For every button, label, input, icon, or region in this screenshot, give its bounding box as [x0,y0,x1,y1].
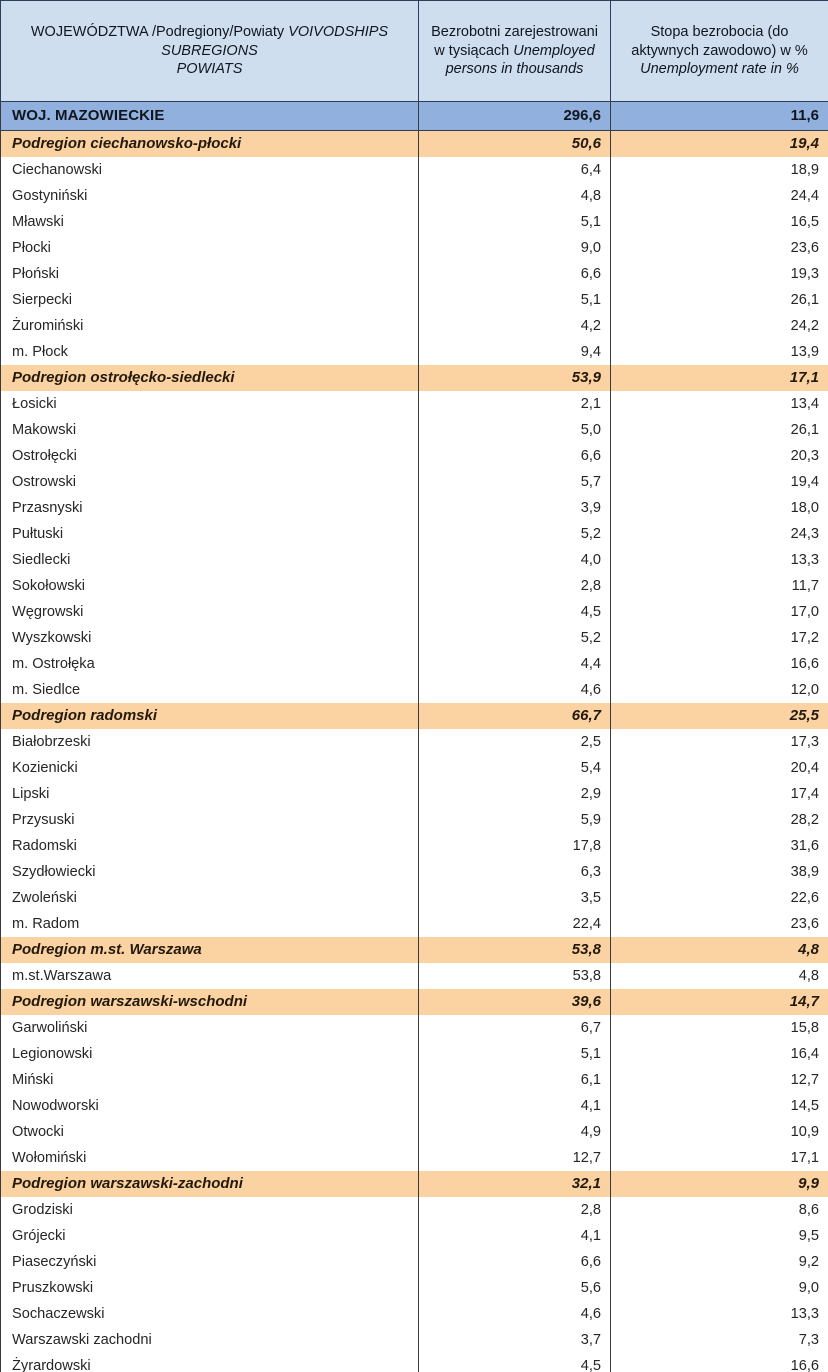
table-row-powiat [1,209,828,235]
cell-unemployment-rate: 20,3 [611,443,828,469]
cell-unemployment-rate: 17,3 [611,729,828,755]
table-row-powiat [1,183,828,209]
table-row-powiat [1,1275,828,1301]
table-row-powiat [1,313,828,339]
column-header-rate-en: Unemployment rate in % [640,61,799,78]
cell-unemployed-thousands: 4,6 [419,1301,611,1327]
cell-unemployed-thousands: 4,6 [419,677,611,703]
cell-unemployment-rate: 17,1 [611,1145,828,1171]
cell-unemployment-rate: 18,9 [611,157,828,183]
cell-unemployment-rate: 12,0 [611,677,828,703]
table-row-powiat [1,885,828,911]
cell-unemployment-rate: 9,2 [611,1249,828,1275]
cell-unemployment-rate: 9,0 [611,1275,828,1301]
cell-unemployed-thousands: 4,1 [419,1223,611,1249]
table-row-powiat [1,1249,828,1275]
cell-unemployed-thousands: 5,6 [419,1275,611,1301]
table-row-powiat [1,1041,828,1067]
cell-unemployed-thousands: 4,9 [419,1119,611,1145]
table-row-powiat [1,1223,828,1249]
cell-region-name: Żyrardowski [1,1353,419,1372]
cell-unemployed-thousands: 5,2 [419,625,611,651]
cell-unemployment-rate: 16,6 [611,1353,828,1372]
table-body [1,102,828,1372]
cell-unemployment-rate: 26,1 [611,417,828,443]
table-row-powiat [1,1067,828,1093]
table-row-powiat [1,573,828,599]
column-header-unemployed-en: Unemployed persons in thousands [445,42,595,78]
cell-region-name: Warszawski zachodni [1,1327,419,1353]
cell-unemployed-thousands: 3,9 [419,495,611,521]
table-row-powiat [1,339,828,365]
cell-unemployment-rate: 19,4 [611,469,828,495]
cell-unemployed-thousands: 5,4 [419,755,611,781]
cell-unemployment-rate: 11,6 [611,102,828,131]
table-row-powiat [1,625,828,651]
cell-region-name: Podregion warszawski-wschodni [1,989,419,1015]
cell-unemployment-rate: 10,9 [611,1119,828,1145]
column-header-rate-pl: Stopa bezrobocia (do aktywnych zawodowo) w % [631,23,808,59]
table-row-powiat [1,677,828,703]
cell-region-name: Miński [1,1067,419,1093]
table-row-powiat [1,963,828,989]
table-row-subregion [1,365,828,391]
cell-region-name: WOJ. MAZOWIECKIE [1,102,419,131]
cell-unemployed-thousands: 4,5 [419,1353,611,1372]
cell-region-name: Wołomiński [1,1145,419,1171]
cell-unemployed-thousands: 6,6 [419,261,611,287]
cell-region-name: Podregion ostrołęcko-siedlecki [1,365,419,391]
cell-region-name: Sochaczewski [1,1301,419,1327]
cell-region-name: Płoński [1,261,419,287]
cell-region-name: Podregion m.st. Warszawa [1,937,419,963]
cell-unemployment-rate: 14,5 [611,1093,828,1119]
cell-unemployed-thousands: 6,1 [419,1067,611,1093]
cell-unemployment-rate: 11,7 [611,573,828,599]
cell-region-name: Gostyniński [1,183,419,209]
cell-unemployment-rate: 38,9 [611,859,828,885]
cell-region-name: Pruszkowski [1,1275,419,1301]
cell-unemployed-thousands: 296,6 [419,102,611,131]
table-row-powiat [1,235,828,261]
table-row-powiat [1,755,828,781]
cell-region-name: Podregion warszawski-zachodni [1,1171,419,1197]
cell-unemployment-rate: 17,4 [611,781,828,807]
cell-unemployment-rate: 13,9 [611,339,828,365]
table-row-subregion [1,131,828,158]
cell-unemployment-rate: 19,4 [611,131,828,158]
cell-unemployed-thousands: 2,1 [419,391,611,417]
cell-unemployed-thousands: 17,8 [419,833,611,859]
cell-unemployment-rate: 7,3 [611,1327,828,1353]
cell-unemployed-thousands: 4,0 [419,547,611,573]
cell-region-name: Płocki [1,235,419,261]
cell-unemployment-rate: 17,0 [611,599,828,625]
cell-region-name: Sokołowski [1,573,419,599]
cell-region-name: Kozienicki [1,755,419,781]
cell-unemployed-thousands: 39,6 [419,989,611,1015]
table-row-powiat [1,547,828,573]
cell-unemployed-thousands: 2,5 [419,729,611,755]
column-header-region [1,1,419,102]
cell-region-name: Mławski [1,209,419,235]
cell-unemployed-thousands: 9,4 [419,339,611,365]
cell-unemployment-rate: 23,6 [611,911,828,937]
cell-unemployment-rate: 13,3 [611,1301,828,1327]
cell-region-name: Podregion radomski [1,703,419,729]
cell-unemployed-thousands: 53,9 [419,365,611,391]
cell-unemployed-thousands: 2,8 [419,1197,611,1223]
cell-unemployed-thousands: 50,6 [419,131,611,158]
table-row-powiat [1,1327,828,1353]
cell-unemployment-rate: 4,8 [611,937,828,963]
table-row-powiat [1,1093,828,1119]
cell-unemployment-rate: 14,7 [611,989,828,1015]
cell-unemployed-thousands: 53,8 [419,937,611,963]
cell-region-name: Nowodworski [1,1093,419,1119]
cell-unemployment-rate: 16,6 [611,651,828,677]
cell-unemployed-thousands: 6,4 [419,157,611,183]
table-row-powiat [1,1301,828,1327]
table-row-powiat [1,1197,828,1223]
cell-unemployment-rate: 28,2 [611,807,828,833]
cell-unemployment-rate: 24,4 [611,183,828,209]
cell-unemployed-thousands: 6,6 [419,443,611,469]
column-header-region-en-line3: POWIATS [176,61,243,78]
cell-region-name: Szydłowiecki [1,859,419,885]
cell-region-name: Lipski [1,781,419,807]
table-row-powiat [1,859,828,885]
cell-region-name: Ostrowski [1,469,419,495]
table-row-subregion [1,989,828,1015]
cell-unemployment-rate: 16,4 [611,1041,828,1067]
cell-unemployed-thousands: 4,8 [419,183,611,209]
table-row-powiat [1,287,828,313]
cell-unemployed-thousands: 6,7 [419,1015,611,1041]
cell-unemployed-thousands: 9,0 [419,235,611,261]
cell-unemployment-rate: 15,8 [611,1015,828,1041]
cell-unemployed-thousands: 5,2 [419,521,611,547]
cell-unemployment-rate: 24,3 [611,521,828,547]
cell-unemployment-rate: 17,1 [611,365,828,391]
cell-region-name: Grodziski [1,1197,419,1223]
table-row-subregion [1,703,828,729]
cell-region-name: m. Siedlce [1,677,419,703]
cell-region-name: Sierpecki [1,287,419,313]
column-header-region-en-line2: SUBREGIONS [161,42,258,59]
table-row-powiat [1,1353,828,1372]
cell-unemployed-thousands: 22,4 [419,911,611,937]
cell-unemployed-thousands: 2,8 [419,573,611,599]
cell-unemployed-thousands: 4,1 [419,1093,611,1119]
cell-region-name: Garwoliński [1,1015,419,1041]
cell-unemployed-thousands: 53,8 [419,963,611,989]
column-header-rate [611,1,828,102]
table-row-powiat [1,729,828,755]
cell-region-name: Pułtuski [1,521,419,547]
cell-unemployed-thousands: 5,7 [419,469,611,495]
table-row-powiat [1,261,828,287]
table-row-subregion [1,937,828,963]
table-row-powiat [1,651,828,677]
table-row-voivodship [1,102,828,131]
cell-region-name: Przysuski [1,807,419,833]
cell-unemployed-thousands: 6,6 [419,1249,611,1275]
cell-unemployment-rate: 9,5 [611,1223,828,1249]
cell-region-name: Radomski [1,833,419,859]
cell-unemployed-thousands: 5,1 [419,1041,611,1067]
cell-unemployment-rate: 4,8 [611,963,828,989]
cell-unemployed-thousands: 2,9 [419,781,611,807]
cell-region-name: Zwoleński [1,885,419,911]
table-header [1,1,828,102]
table-row-powiat [1,911,828,937]
cell-unemployment-rate: 24,2 [611,313,828,339]
cell-unemployed-thousands: 4,5 [419,599,611,625]
table-row-powiat [1,1145,828,1171]
cell-region-name: m. Płock [1,339,419,365]
cell-unemployment-rate: 20,4 [611,755,828,781]
cell-region-name: Łosicki [1,391,419,417]
cell-unemployment-rate: 17,2 [611,625,828,651]
cell-unemployed-thousands: 4,4 [419,651,611,677]
cell-unemployed-thousands: 66,7 [419,703,611,729]
cell-region-name: Węgrowski [1,599,419,625]
table-row-powiat [1,495,828,521]
table-row-powiat [1,833,828,859]
table-row-powiat [1,599,828,625]
cell-unemployed-thousands: 5,9 [419,807,611,833]
column-header-unemployed [419,1,611,102]
table-row-powiat [1,469,828,495]
cell-unemployment-rate: 26,1 [611,287,828,313]
cell-unemployment-rate: 13,3 [611,547,828,573]
table-row-powiat [1,417,828,443]
cell-unemployed-thousands: 3,5 [419,885,611,911]
table-row-subregion [1,1171,828,1197]
cell-unemployment-rate: 18,0 [611,495,828,521]
table-row-powiat [1,807,828,833]
cell-unemployed-thousands: 4,2 [419,313,611,339]
cell-unemployment-rate: 22,6 [611,885,828,911]
cell-unemployment-rate: 23,6 [611,235,828,261]
cell-unemployed-thousands: 6,3 [419,859,611,885]
column-header-unemployed-pl: Bezrobotni zarejestrowani w tysiącach [431,23,598,59]
table-row-powiat [1,443,828,469]
table-row-powiat [1,391,828,417]
table-row-powiat [1,1015,828,1041]
cell-region-name: Wyszkowski [1,625,419,651]
cell-region-name: Ostrołęcki [1,443,419,469]
cell-unemployment-rate: 12,7 [611,1067,828,1093]
cell-unemployed-thousands: 5,1 [419,287,611,313]
cell-region-name: Piaseczyński [1,1249,419,1275]
cell-unemployed-thousands: 5,1 [419,209,611,235]
column-header-region-en-line1: VOIVODSHIPS [288,23,389,40]
cell-unemployed-thousands: 32,1 [419,1171,611,1197]
cell-region-name: Przasnyski [1,495,419,521]
cell-unemployed-thousands: 5,0 [419,417,611,443]
cell-region-name: Grójecki [1,1223,419,1249]
cell-region-name: Otwocki [1,1119,419,1145]
cell-unemployment-rate: 19,3 [611,261,828,287]
cell-unemployment-rate: 13,4 [611,391,828,417]
cell-unemployment-rate: 31,6 [611,833,828,859]
cell-region-name: Żuromiński [1,313,419,339]
cell-region-name: Legionowski [1,1041,419,1067]
cell-region-name: Białobrzeski [1,729,419,755]
cell-unemployed-thousands: 3,7 [419,1327,611,1353]
table-row-powiat [1,1119,828,1145]
table-row-powiat [1,521,828,547]
cell-unemployment-rate: 25,5 [611,703,828,729]
table-row-powiat [1,781,828,807]
cell-region-name: Siedlecki [1,547,419,573]
table-row-powiat [1,157,828,183]
cell-region-name: Ciechanowski [1,157,419,183]
cell-region-name: Podregion ciechanowsko-płocki [1,131,419,158]
cell-unemployed-thousands: 12,7 [419,1145,611,1171]
cell-unemployment-rate: 8,6 [611,1197,828,1223]
table-header-row [1,1,828,102]
cell-unemployment-rate: 16,5 [611,209,828,235]
cell-unemployment-rate: 9,9 [611,1171,828,1197]
cell-region-name: Makowski [1,417,419,443]
cell-region-name: m. Ostrołęka [1,651,419,677]
column-header-region-pl: WOJEWÓDZTWA /Podregiony/Powiaty [30,23,289,40]
cell-region-name: m. Radom [1,911,419,937]
cell-region-name: m.st.Warszawa [1,963,419,989]
